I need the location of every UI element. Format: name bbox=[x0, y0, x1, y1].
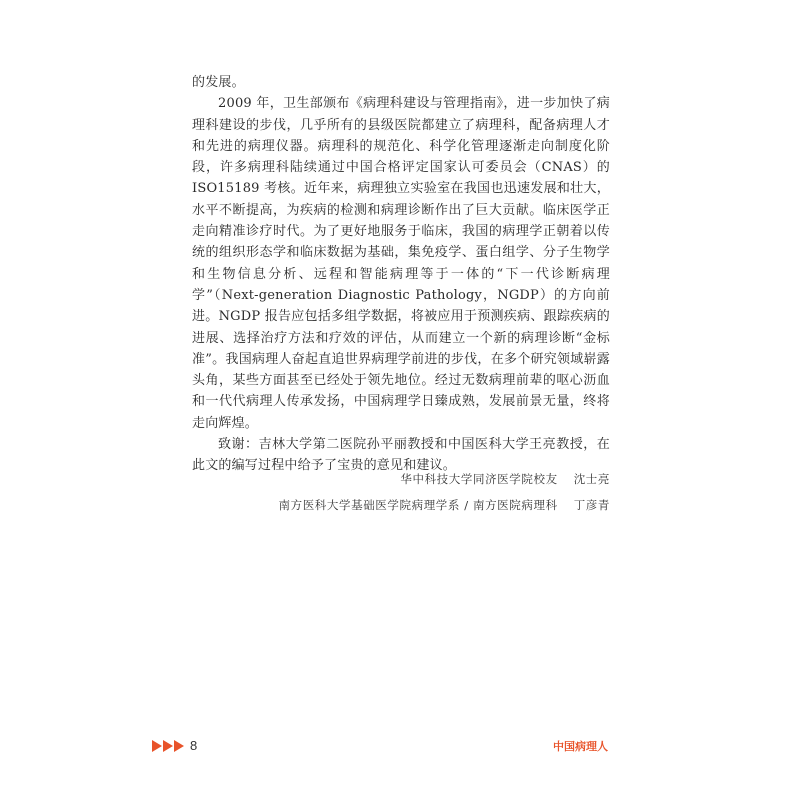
running-title: 中国病理人 bbox=[553, 740, 608, 753]
signature-affiliation: 华中科技大学同济医学院校友 bbox=[400, 472, 558, 486]
signature-affiliation: 南方医科大学基础医学院病理学系 / 南方医院病理科 bbox=[278, 498, 558, 512]
paragraph-continuation: 的发展。 bbox=[192, 75, 245, 90]
page-footer bbox=[152, 738, 608, 756]
signature-line bbox=[190, 492, 610, 518]
paragraph-history: 2009 年，卫生部颁布《病理科建设与管理指南》，进一步加快了病理科建设的步伐，几乎所有的县级医院都建立了病理科，配备病理人才和先进的病理仪器。病理科的规范化、科学化管理逐渐走向制度化阶段，许多病理科陆续通过中国合格评定国家认可委员会（CNAS）的 ISO15189 考核。近年来，病理独立实验室在我国也迅速发展和壮大，水平不断提高，为疾病的检测和病理诊断作出了巨大贡献。临床医学正走向精准诊疗时代。为了更好地服务于临床，我国的病理学正朝着以传统的组织形态学和临床数据为基础，集免疫学、蛋白组学、分子生物学和生物信息分析、远程和智能病理等于一体的“下一代诊断病理学”（Next-generation Diagnostic Pathology，NGDP）的方向前进。NGDP 报告应包括多组学数据，将被应用于预测疾病、跟踪疾病的进展、选择治疗方法和疗效的评估，从而建立一个新的病理诊断“金标准”。我国病理人奋起直追世界病理学前进的步伐，在多个研究领域崭露头角，某些方面甚至已经处于领先地位。经过无数病理前辈的呕心沥血和一代代病理人传承发扬，中国病理学日臻成熟，发展前景无量，终将走向辉煌。 bbox=[192, 96, 610, 431]
signature-line bbox=[190, 466, 610, 492]
signature-name: 丁彦青 bbox=[573, 498, 610, 512]
triple-arrow-right-icon bbox=[152, 740, 184, 752]
page-number: 8 bbox=[190, 738, 198, 753]
signature-block bbox=[190, 466, 610, 518]
body-text bbox=[192, 72, 610, 477]
paragraph-acknowledgement: 致谢：吉林大学第二医院孙平丽教授和中国医科大学王亮教授，在此文的编写过程中给予了宝贵的意见和建议。 bbox=[192, 437, 610, 474]
signature-name: 沈士亮 bbox=[573, 472, 610, 486]
